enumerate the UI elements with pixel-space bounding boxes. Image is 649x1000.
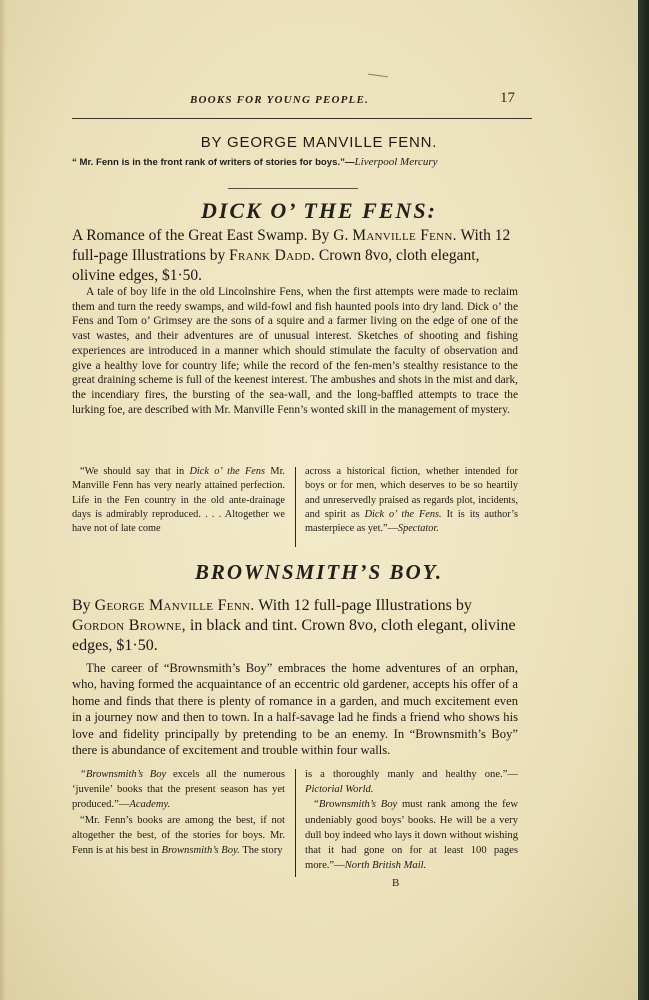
book1-author: Manville Fenn. — [352, 227, 457, 244]
page-number: 17 — [500, 90, 515, 106]
review-text: across a historical fiction, whether intended for boys or for men, which deserves to be so heartily and unreservedly praised as regards plot, incidents, and spirit as — [305, 466, 518, 520]
review-text: must rank among the few undeniably good boys’ books. He will be a very dull boy indeed who lays it down without wishing that it had gone on for at least 100 pages more.”— — [305, 799, 518, 872]
book1-pubinfo-text: A Romance of the Great East Swamp. By G. — [72, 227, 353, 244]
review-title-italic: “Brownsmith’s Boy — [313, 799, 398, 811]
book2-pubinfo-text-3: in black and tint. Crown 8vo, cloth elegant, olivine edges, $1·50. — [72, 617, 516, 654]
column-divider — [295, 769, 296, 877]
review-paragraph — [305, 767, 518, 797]
review-text: excels all the numerous ‘juvenile’ books that the present season has yet produced.”— — [72, 769, 285, 811]
book2-illustrator: Gordon Browne, — [72, 617, 186, 634]
running-head: BOOKS FOR YOUNG PEOPLE. — [190, 94, 369, 106]
book-title-brownsmiths-boy: BROWNSMITH’S BOY. — [194, 560, 444, 584]
review-text-2: The story — [239, 845, 283, 857]
review-paragraph — [305, 797, 518, 873]
book1-review-right — [305, 465, 518, 536]
review-paragraph — [72, 813, 285, 859]
review-source: Pictorial World. — [305, 784, 374, 796]
book2-description: The career of “Brownsmith’s Boy” embraces the home adventures of an orphan, who, having formed the acquaintance of an eccentric old gardener, accepts his offer of a home and finds that there is plenty of romance in a garden, and much excitement even in a journey now and then to town. In a half-savage lad he finds a friend who shows his love and fidelity principally by pretending to be an enemy. In “Brownsmith’s Boy” there is abundance of excitement and trouble within four walls. — [72, 661, 518, 758]
signature-mark: B — [392, 877, 400, 889]
book-spine — [638, 0, 649, 1000]
book1-review-left — [72, 465, 285, 536]
book2-review-right — [305, 767, 518, 873]
header-rule — [72, 118, 532, 119]
book1-pubinfo-text-2: With 12 full-page Illustrations by — [72, 227, 511, 264]
author-quote-source: Liverpool Mercury — [354, 156, 438, 168]
author-quote-text: “ Mr. Fenn is in the front rank of writers of stories for boys.”— — [72, 157, 355, 168]
review-title-italic: Brownsmith’s Boy. — [161, 845, 240, 857]
book2-pubinfo — [72, 596, 518, 656]
author-heading: BY GEORGE MANVILLE FENN. — [200, 134, 438, 151]
book1-illustrator: Frank Dadd. — [229, 247, 315, 264]
review-source: Spectator. — [397, 523, 439, 535]
book2-pubinfo-text: By — [72, 597, 95, 614]
section-divider — [228, 188, 358, 189]
review-text-2: It is its author’s masterpiece as yet.”— — [305, 508, 518, 535]
review-text: is a thoroughly manly and healthy one.”— — [305, 769, 518, 780]
book1-pubinfo-text-3: Crown 8vo, cloth elegant, olivine edges, $1·50. — [72, 247, 480, 284]
author-quote — [72, 155, 532, 170]
book2-author: George Manville Fenn. — [94, 597, 255, 614]
column-divider — [295, 467, 296, 547]
pencil-mark — [368, 74, 388, 78]
review-title-italic: Dick o’ the Fens. — [364, 508, 442, 520]
review-text: “Mr. Fenn’s books are among the best, if not altogether the best, of the stories for boys. Mr. Fenn is at his best in — [72, 814, 285, 857]
review-text-2: Mr. Manville Fenn has very nearly attained perfection. Life in the Fen country in the old ante-drainage days is admirably reproduced. . . . Altogether we have not of late come — [72, 466, 285, 535]
book2-review-left — [72, 767, 285, 858]
review-source: Academy. — [129, 799, 171, 811]
review-source: North British Mail. — [344, 860, 427, 872]
review-title-italic: “Brownsmith’s Boy — [80, 769, 167, 780]
book-title-dick-o-the-fens: DICK O’ THE FENS: — [201, 198, 437, 223]
review-title-italic: Dick o’ the Fens — [189, 466, 266, 477]
book1-description: A tale of boy life in the old Lincolnshire Fens, when the first attempts were made to reclaim them and turn the reedy swamps, and wild-fowl and fish haunted pools into dry land. Dick o’ the Fens and Tom o’ Grimsey are the sons of a squire and a farmer living on the edge of one of the vast wastes, and their adventures are of unusual interest. Sketches of shooting and fishing experiences are introduced in a manner which should stimulate the faculty of observation and give a healthy love for country life; while the record of the fen-men’s stealthy resistance to the great draining scheme is full of the keenest interest. The ambushes and shots in the mist and dark, the incendiary fires, the bursting of the sea-wall, and the long-baffled attempts to trace the lurking foe, are described with Mr. Manville Fenn’s wonted skill in the management of mystery. — [72, 286, 518, 416]
review-paragraph — [72, 767, 285, 813]
book1-pubinfo — [72, 226, 518, 286]
book2-pubinfo-text-2: With 12 full-page Illustrations by — [254, 597, 472, 614]
review-text: “We should say that in — [80, 466, 190, 477]
